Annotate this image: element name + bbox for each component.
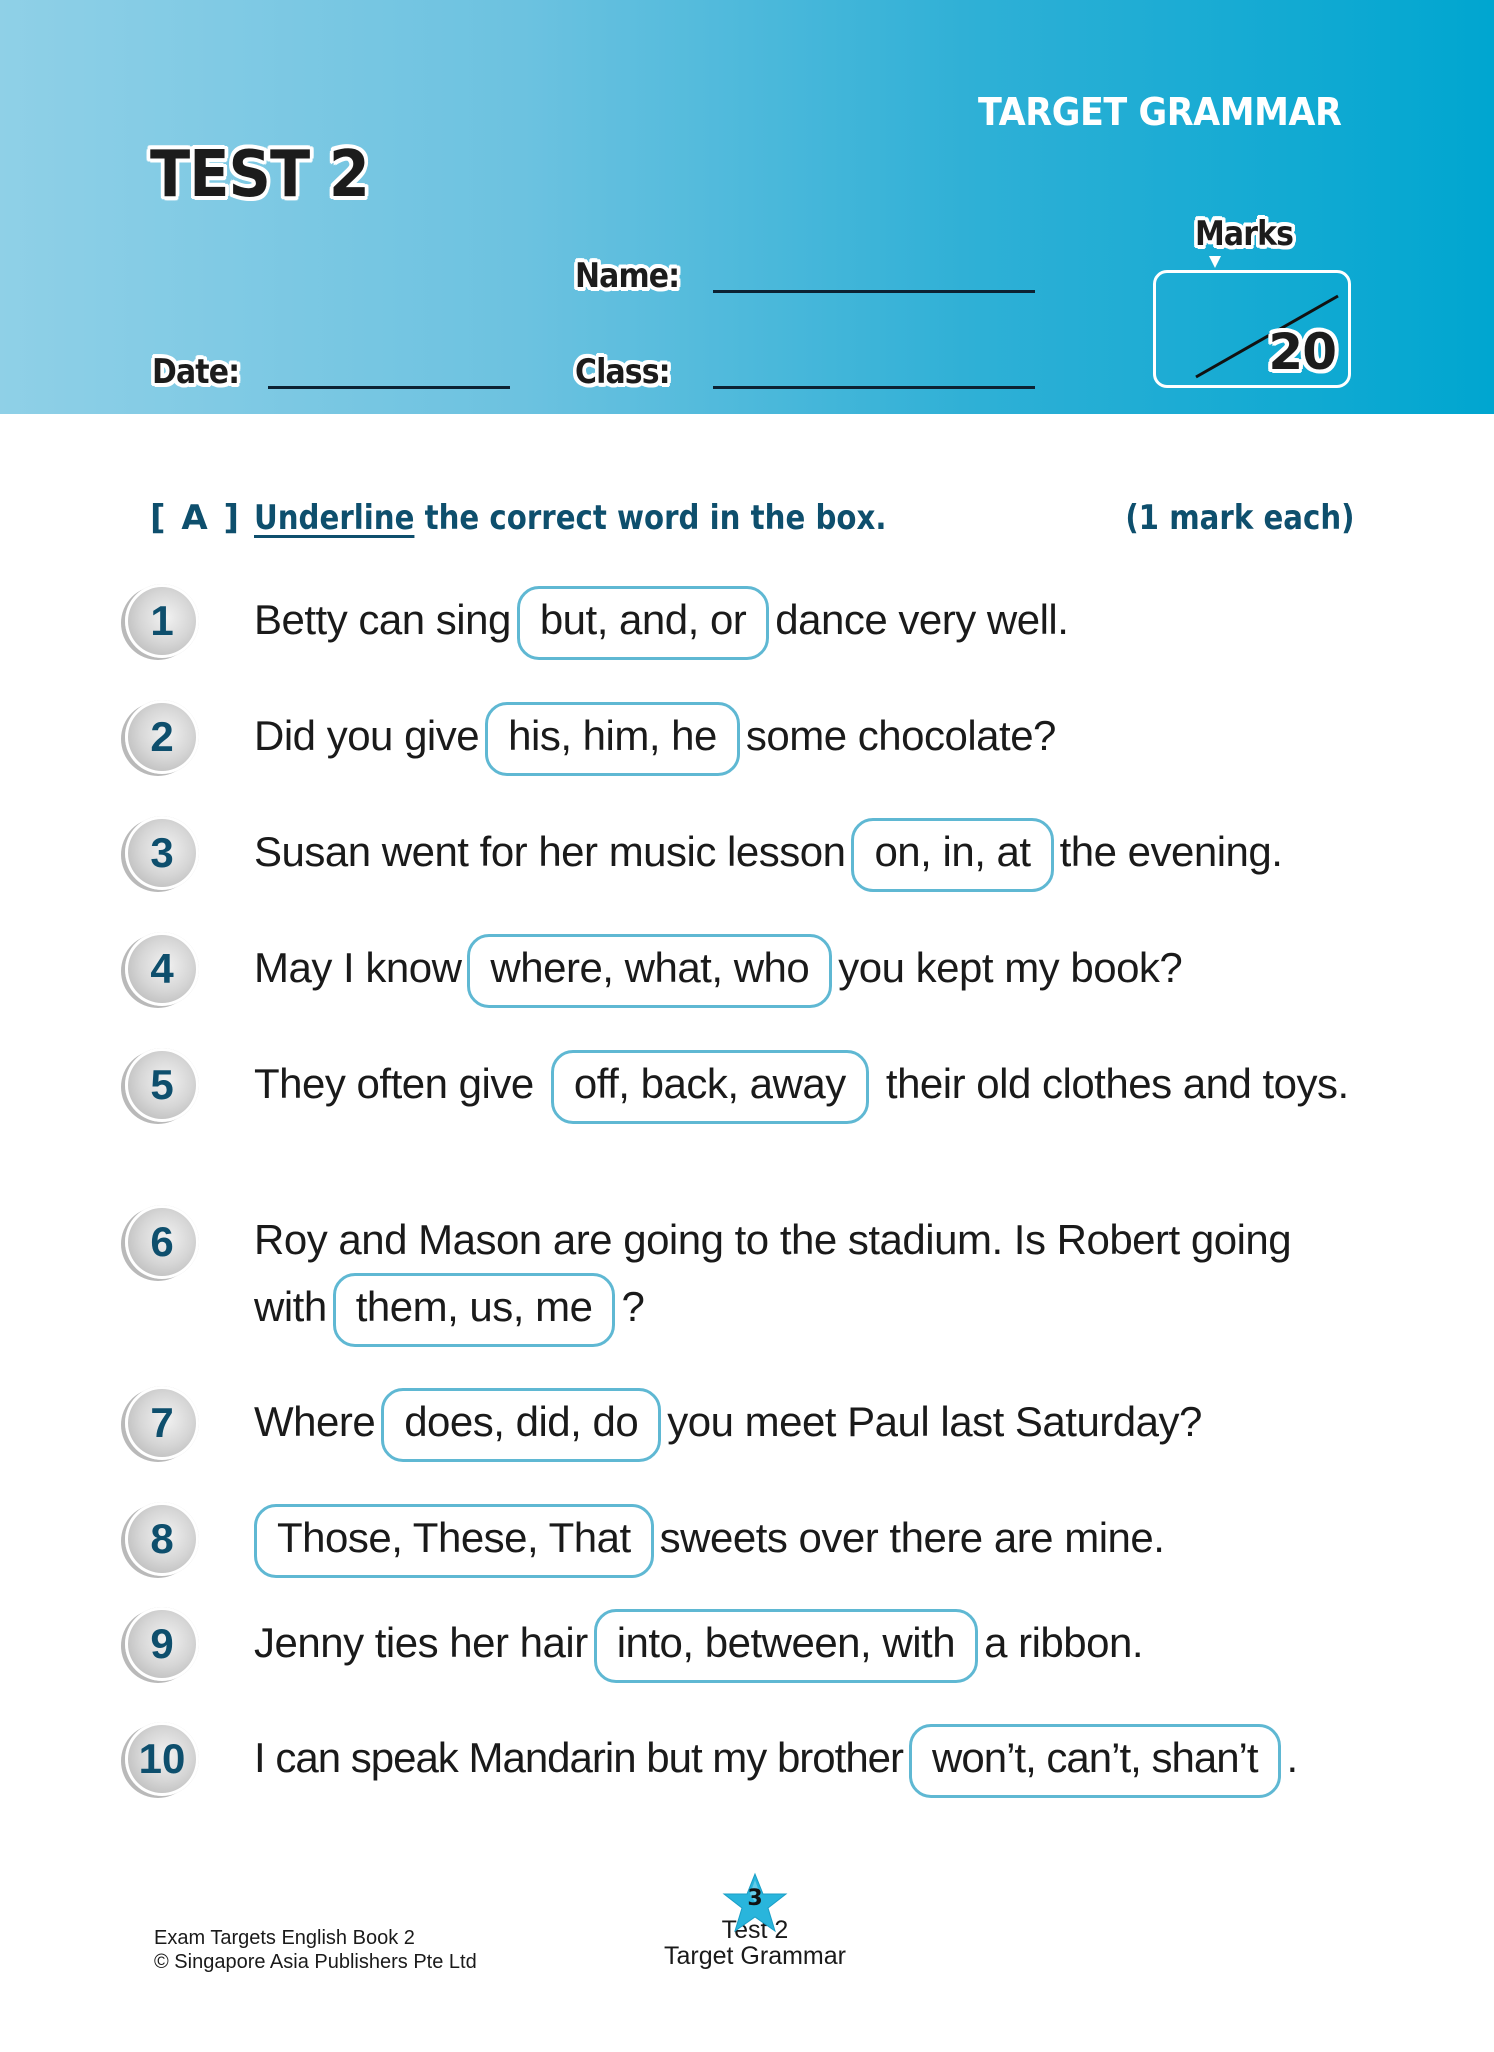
footer-topic: Target Grammar <box>664 1942 846 1970</box>
instruction-keyword: Underline <box>254 498 415 538</box>
question-text <box>248 1504 1348 1578</box>
marks-total: 20 <box>1268 323 1336 381</box>
option-box[interactable]: them, us, me <box>333 1273 616 1347</box>
question-after: ? <box>621 1283 645 1330</box>
question-number-badge: 3 <box>125 816 199 890</box>
question-number-badge: 7 <box>125 1386 199 1460</box>
copyright: © Singapore Asia Publishers Pte Ltd <box>154 1951 477 1973</box>
section-instruction <box>254 498 886 538</box>
question-after: . <box>1286 1734 1298 1781</box>
subject-title: TARGET GRAMMAR <box>978 90 1342 134</box>
marks-box[interactable] <box>1153 270 1351 388</box>
option-box[interactable]: into, between, with <box>594 1609 978 1683</box>
question-before: Did you give <box>254 712 480 759</box>
question-number-badge: 8 <box>125 1502 199 1576</box>
question-before: Where <box>254 1398 376 1445</box>
question-before: May I know <box>254 944 462 991</box>
question-before: They often give <box>254 1060 534 1107</box>
question-after: sweets over there are mine. <box>659 1514 1165 1561</box>
question-after: you kept my book? <box>838 944 1183 991</box>
option-box[interactable]: won’t, can’t, shan’t <box>909 1724 1281 1798</box>
footer-page-info <box>640 1872 870 1970</box>
option-box[interactable]: on, in, at <box>851 818 1053 892</box>
question-number-badge: 9 <box>125 1607 199 1681</box>
question-after: their old clothes and toys. <box>885 1060 1349 1107</box>
footer-test: Test 2 <box>721 1916 789 1944</box>
footer-publisher <box>154 1926 477 1974</box>
question-number-badge: 1 <box>125 584 199 658</box>
question-text <box>254 702 1354 776</box>
question-after: you meet Paul last Saturday? <box>667 1398 1202 1445</box>
question-text <box>254 818 1354 892</box>
option-box[interactable]: off, back, away <box>551 1050 869 1124</box>
page-star <box>720 1872 790 1934</box>
option-box[interactable]: where, what, who <box>467 934 832 1008</box>
option-box[interactable]: Those, These, That <box>254 1504 654 1578</box>
book-title: Exam Targets English Book 2 <box>154 1927 415 1949</box>
date-field[interactable] <box>268 386 510 389</box>
marks-label: Marks <box>1195 214 1294 254</box>
header-band <box>0 0 1494 414</box>
marks-pointer-icon <box>1209 256 1221 268</box>
marks-each: (1 mark each) <box>1125 498 1355 538</box>
question-before: Jenny ties her hair <box>254 1619 588 1666</box>
question-before: Susan went for her music lesson <box>254 828 846 875</box>
class-label: Class: <box>575 352 670 392</box>
question-before: Betty can sing <box>254 596 511 643</box>
instruction-text: the correct word in the box. <box>414 498 887 538</box>
question-number-badge: 10 <box>125 1722 199 1796</box>
name-field[interactable] <box>713 290 1035 293</box>
name-label: Name: <box>575 256 680 296</box>
question-text <box>254 1207 1354 1347</box>
section-tag: [ A ] <box>150 498 242 538</box>
question-number-badge: 5 <box>125 1048 199 1122</box>
question-text <box>254 934 1354 1008</box>
test-title: TEST 2 <box>150 138 369 212</box>
class-field[interactable] <box>713 386 1035 389</box>
question-after: the evening. <box>1059 828 1283 875</box>
question-number-badge: 2 <box>125 700 199 774</box>
question-text <box>254 1724 1354 1798</box>
date-label: Date: <box>152 352 240 392</box>
question-after: some chocolate? <box>745 712 1056 759</box>
option-box[interactable]: his, him, he <box>485 702 740 776</box>
question-text <box>254 586 1354 660</box>
question-number-badge: 4 <box>125 932 199 1006</box>
question-text <box>254 1609 1354 1683</box>
question-before: Roy and Mason are going to the stadium. Is Robert going with <box>254 1216 1292 1330</box>
question-text <box>254 1388 1354 1462</box>
question-number-badge: 6 <box>125 1205 199 1279</box>
question-after: a ribbon. <box>984 1619 1144 1666</box>
option-box[interactable]: but, and, or <box>517 586 769 660</box>
question-text <box>254 1050 1354 1124</box>
page-number: 3 <box>747 1886 763 1911</box>
section-header <box>150 498 1355 548</box>
question-before: I can speak Mandarin but my brother <box>254 1734 904 1781</box>
question-after: dance very well. <box>775 596 1069 643</box>
option-box[interactable]: does, did, do <box>381 1388 661 1462</box>
